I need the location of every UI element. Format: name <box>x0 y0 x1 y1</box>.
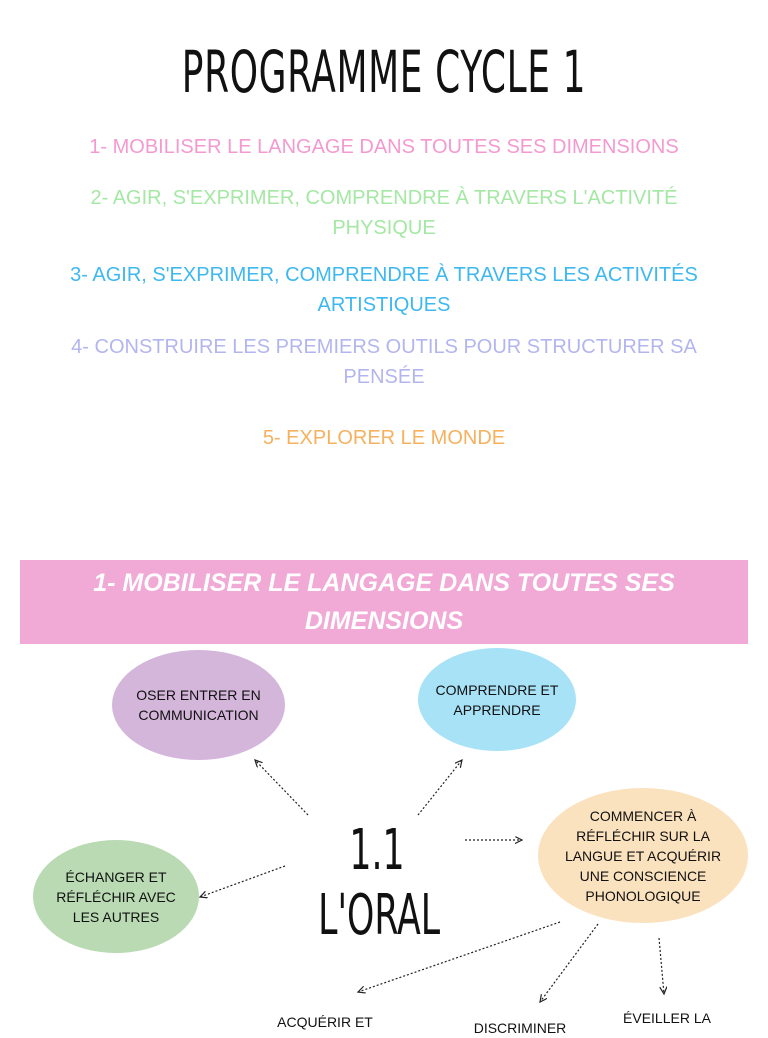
domain-2-line2: PHYSIQUE <box>332 217 436 239</box>
arrow-to-comprendre <box>418 760 462 815</box>
banner-line2: DIMENSIONS <box>304 607 464 635</box>
bubble-echanger-line3: LES AUTRES <box>72 908 160 925</box>
bubble-commencer-line3: LANGUE ET ACQUÉRIR <box>564 847 722 864</box>
bubble-comprendre <box>418 648 576 751</box>
bubble-commencer-line1: COMMENCER À <box>589 807 697 824</box>
bottom-eveiller: ÉVEILLER LA <box>623 1010 711 1026</box>
domain-4-line1: 4- CONSTRUIRE LES PREMIERS OUTILS POUR STRUCTURER SA <box>71 336 697 358</box>
bubble-oser-line2: COMMUNICATION <box>138 707 259 723</box>
arrow-to-echanger <box>200 866 285 897</box>
arrow-to-discriminer <box>540 924 598 1002</box>
domain-3-line2: ARTISTIQUES <box>317 294 451 316</box>
domain-5-line1: 5- EXPLORER LE MONDE <box>262 427 506 449</box>
domain-1-line1: 1- MOBILISER LE LANGAGE DANS TOUTES SES DIMENSIONS <box>89 136 679 158</box>
bubble-commencer <box>538 788 748 923</box>
bubble-commencer-line2: RÉFLÉCHIR SUR LA <box>576 827 710 844</box>
bottom-discriminer: DISCRIMINER <box>473 1020 567 1036</box>
banner-line1: 1- MOBILISER LE LANGAGE DANS TOUTES SES <box>93 569 675 597</box>
bubble-oser-entrer <box>112 650 285 760</box>
bubble-comprendre-line1: COMPRENDRE ET <box>435 681 559 698</box>
arrow-to-oser <box>255 760 308 815</box>
domain-2-line1: 2- AGIR, S'EXPRIMER, COMPRENDRE À TRAVERS L'ACTIVITÉ <box>90 187 678 209</box>
domain-3-line1: 3- AGIR, S'EXPRIMER, COMPRENDRE À TRAVERS LES ACTIVITÉS <box>70 264 698 286</box>
domain-4-line2: PENSÉE <box>343 366 425 388</box>
bubble-echanger-line2: RÉFLÉCHIR AVEC <box>56 888 176 905</box>
bubble-comprendre-line2: APPRENDRE <box>453 701 541 718</box>
bubble-commencer-line5: PHONOLOGIQUE <box>585 887 701 904</box>
mindmap-center-title: 1.1 L'ORAL <box>318 818 441 948</box>
bubble-echanger <box>33 840 199 953</box>
bubble-commencer-line4: UNE CONSCIENCE <box>579 867 707 884</box>
bottom-acquerir: ACQUÉRIR ET <box>277 1014 373 1030</box>
bubble-oser-line1: OSER ENTRER EN <box>136 687 261 703</box>
arrow-to-eveiller <box>659 938 664 994</box>
page-title: PROGRAMME CYCLE 1 <box>181 38 587 106</box>
bubble-echanger-line1: ÉCHANGER ET <box>65 868 167 885</box>
